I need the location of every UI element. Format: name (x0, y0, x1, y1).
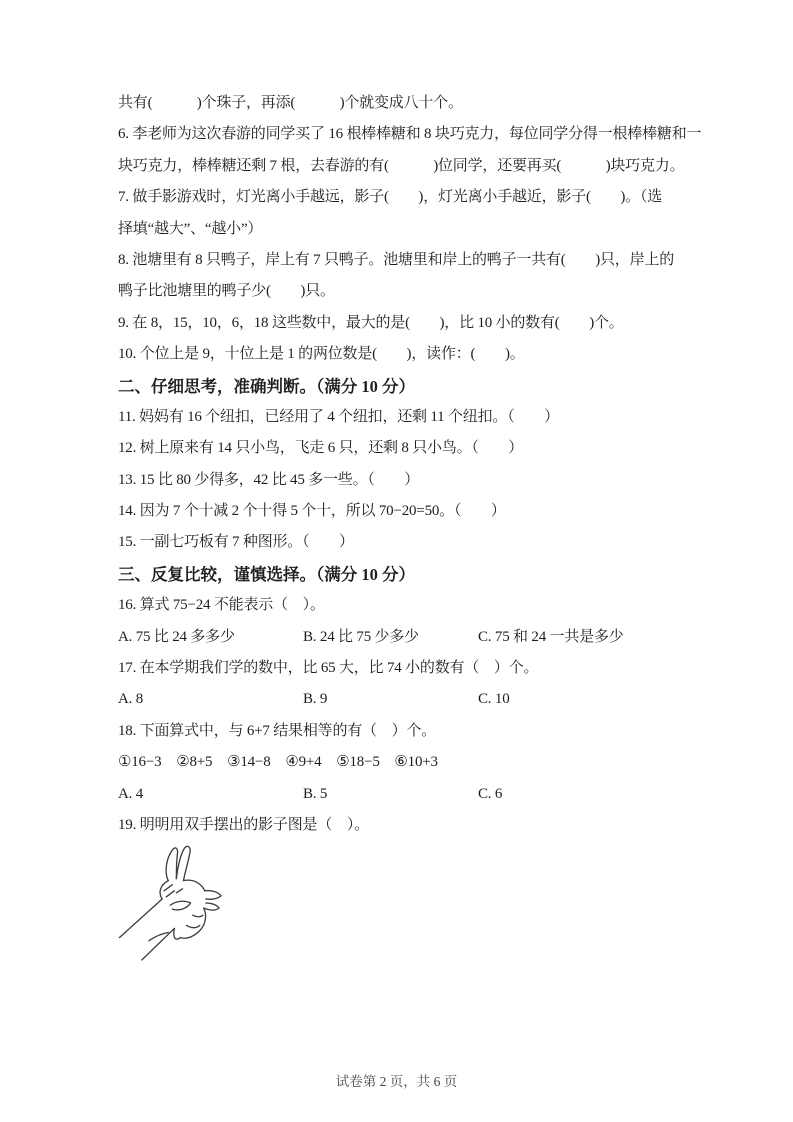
question-line: 14. 因为 7 个十减 2 个十得 5 个十，所以 70−20=50。（ ） (118, 503, 506, 520)
question-line: 块巧克力，棒棒糖还剩 7 根，去春游的有( )位同学，还要再买( )块巧克力。 (118, 157, 685, 174)
choice-option: C. 6 (478, 785, 503, 802)
question-line: 13. 15 比 80 少得多，42 比 45 多一些。（ ） (118, 471, 420, 488)
section-heading: 三、反复比较，谨慎选择。（满分 10 分） (118, 564, 415, 584)
question-line: 8. 池塘里有 8 只鸭子，岸上有 7 只鸭子。池塘里和岸上的鸭子一共有( )只，岸上的 (118, 251, 674, 268)
question-line: 16. 算式 75−24 不能表示（ ）。 (118, 597, 325, 614)
question-line: 共有( )个珠子，再添( )个就变成八十个。 (118, 95, 463, 111)
page-footer: 试卷第 2 页，共 6 页 (335, 1074, 458, 1089)
question-line: 12. 树上原来有 14 只小鸟，飞走 6 只，还剩 8 只小鸟。（ ） (118, 440, 524, 457)
question-line: 17. 在本学期我们学的数中，比 65 大，比 74 小的数有（ ）个。 (118, 660, 539, 677)
section-heading: 二、仔细思考，准确判断。（满分 10 分） (118, 376, 415, 396)
question-line: 择填“越大”、“越小”） (118, 220, 263, 237)
choice-option: A. 4 (118, 785, 144, 802)
choice-options-row (118, 684, 680, 715)
choice-option: B. 5 (303, 785, 328, 802)
question-line: 15. 一副七巧板有 7 种图形。（ ） (118, 534, 354, 551)
choice-option: A. 8 (118, 691, 144, 708)
choice-options-row (118, 622, 680, 653)
question-line: 9. 在 8，15，10，6，18 这些数中，最大的是( )，比 10 小的数有( )个。 (118, 314, 624, 331)
hand-shadow-drawing (114, 842, 254, 962)
choice-option: C. 75 和 24 一共是多少 (478, 628, 624, 645)
question-line: 6. 李老师为这次春游的同学买了 16 根棒棒糖和 8 块巧克力，每位同学分得一根棒棒糖和一 (118, 126, 702, 143)
question-line: 7. 做手影游戏时，灯光离小手越远，影子( )，灯光离小手越近，影子( )。（选 (118, 189, 663, 206)
choice-option: B. 9 (303, 691, 328, 708)
question-line: 19. 明明用双手摆出的影子图是（ ）。 (118, 816, 370, 833)
question-line: 18. 下面算式中，与 6+7 结果相等的有（ ）个。 (118, 722, 437, 739)
exam-body (118, 88, 702, 841)
choice-options-row (118, 779, 680, 810)
choice-option: C. 10 (478, 691, 510, 708)
question-line: ①16−3 ②8+5 ③14−8 ④9+4 ⑤18−5 ⑥10+3 (118, 754, 438, 771)
question-line: 鸭子比池塘里的鸭子少( )只。 (118, 283, 335, 300)
choice-option: A. 75 比 24 多多少 (118, 628, 235, 645)
question-line: 10. 个位上是 9，十位上是 1 的两位数是( )，读作：( )。 (118, 346, 525, 363)
choice-option: B. 24 比 75 少多少 (303, 628, 419, 645)
question-line: 11. 妈妈有 16 个纽扣，已经用了 4 个纽扣，还剩 11 个纽扣。（ ） (118, 408, 559, 425)
hand-shadow-figure (114, 842, 254, 962)
